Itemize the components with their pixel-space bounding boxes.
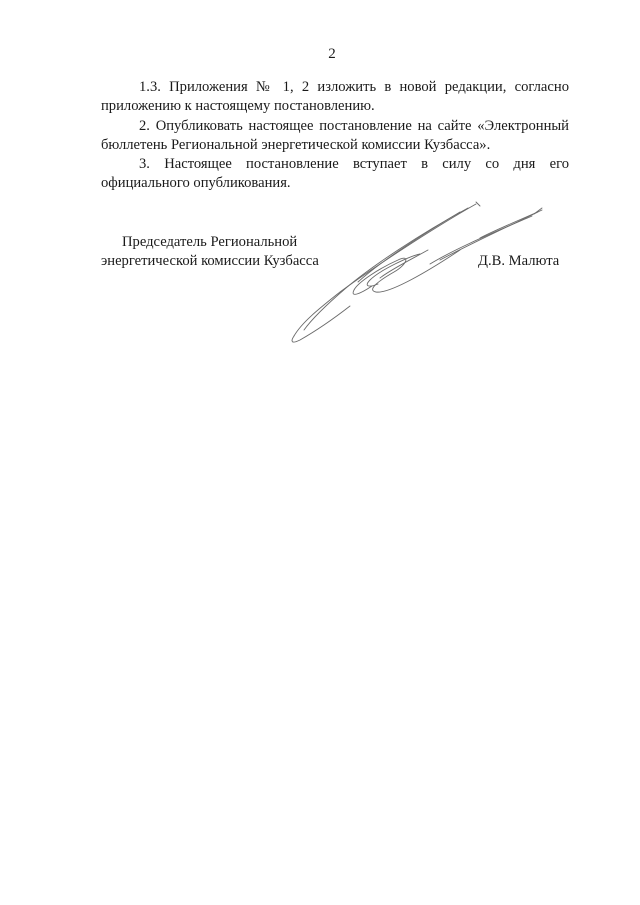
page-number: 2: [328, 46, 336, 62]
signer-title-line-2: энергетической комиссии Кузбасса: [101, 253, 319, 270]
document-body: [101, 78, 569, 194]
paragraph-2: 2. Опубликовать настоящее постановление на сайте «Электронный бюллетень Региональной энергетической комиссии Кузбасса».: [101, 117, 569, 153]
handwritten-signature-icon: [280, 190, 550, 350]
paragraph-1-3: 1.3. Приложения № 1, 2 изложить в новой редакции, согласно приложению к настоящему постановлению.: [101, 79, 569, 115]
paragraph-3: 3. Настоящее постановление вступает в силу со дня его официального опубликования.: [101, 156, 569, 192]
signer-title-line-1: Председатель Региональной: [122, 234, 298, 250]
signer-name: Д.В. Малюта: [478, 253, 560, 269]
